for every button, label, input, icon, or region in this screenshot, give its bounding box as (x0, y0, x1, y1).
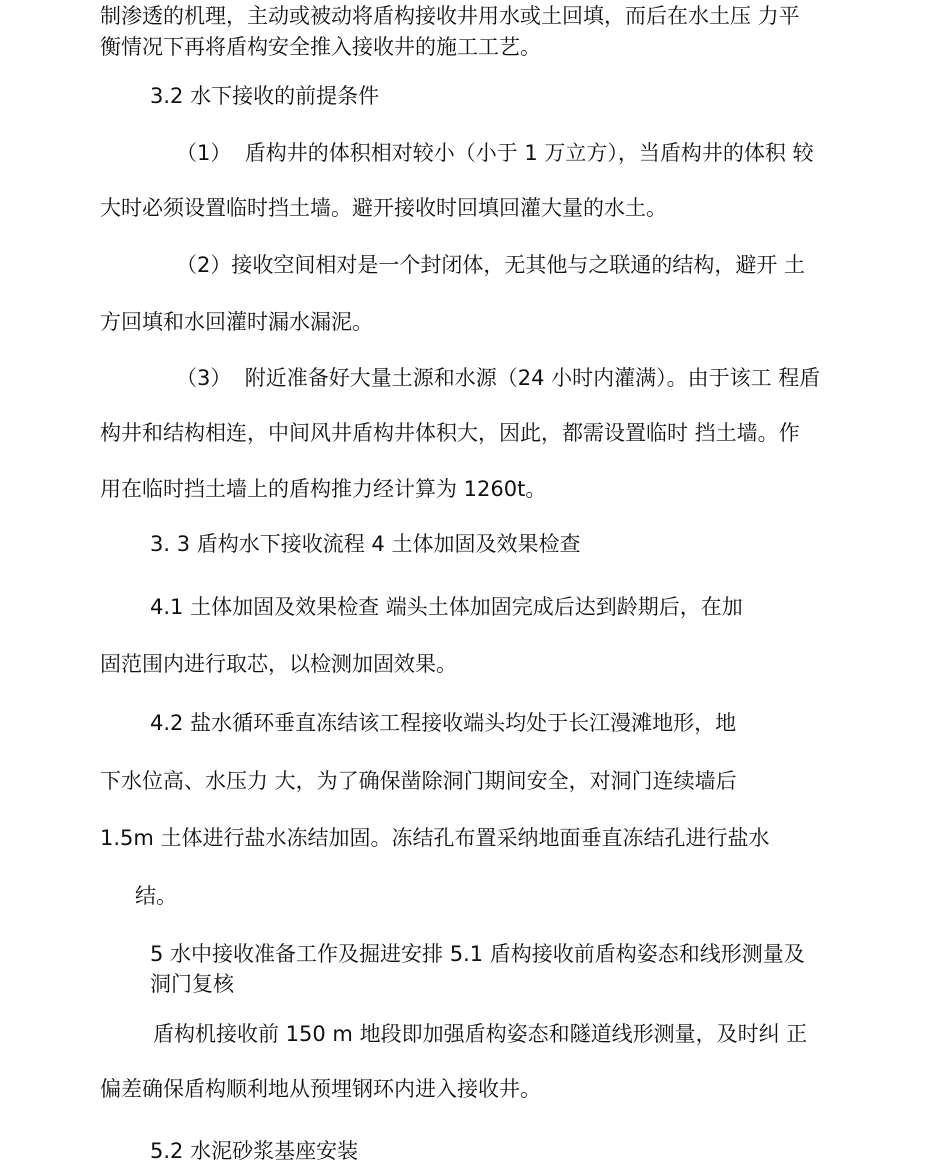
text-line: （2）接收空间相对是一个封闭体，无其他与之联通的结构，避开 土 (176, 253, 806, 277)
text-line: 结。 (135, 884, 177, 908)
section-heading: 3.2 水下接收的前提条件 (150, 84, 380, 108)
text-line: 固范围内进行取芯，以检测加固效果。 (100, 652, 457, 676)
text-line: （3） 附近准备好大量土源和水源（24 小时内灌满）。由于该工 程盾 (176, 366, 821, 390)
text-line: 用在临时挡土墙上的盾构推力经计算为 1260t。 (100, 477, 547, 501)
section-heading: 3. 3 盾构水下接收流程 4 土体加固及效果检查 (150, 532, 581, 556)
text-line: 盾构机接收前 150 m 地段即加强盾构姿态和隧道线形测量，及时纠 正 (153, 1022, 808, 1046)
text-line: 制渗透的机理，主动或被动将盾构接收井用水或土回填，而后在水土压 力平 (100, 4, 800, 28)
text-line: 4.2 盐水循环垂直冻结该工程接收端头均处于长江漫滩地形，地 (150, 711, 737, 735)
text-line: 方回填和水回灌时漏水漏泥。 (100, 310, 373, 334)
text-line: 下水位高、水压力 大，为了确保凿除洞门期间安全，对洞门连续墙后 (100, 769, 737, 793)
text-line: 偏差确保盾构顺利地从预埋钢环内进入接收井。 (100, 1077, 541, 1101)
section-heading: 5.2 水泥砂浆基座安装 (150, 1139, 359, 1163)
text-line: 构井和结构相连，中间风井盾构井体积大，因此，都需设置临时 挡土墙。作 (100, 421, 800, 445)
section-heading: 洞门复核 (150, 972, 234, 996)
text-line: 1.5m 土体进行盐水冻结加固。冻结孔布置采纳地面垂直冻结孔进行盐水 (100, 826, 770, 850)
section-heading: 5 水中接收准备工作及掘进安排 5.1 盾构接收前盾构姿态和线形测量及 (150, 942, 805, 966)
text-line: （1） 盾构井的体积相对较小（小于 1 万立方），当盾构井的体积 较 (176, 141, 814, 165)
text-line: 衡情况下再将盾构安全推入接收井的施工工艺。 (100, 35, 541, 59)
text-line: 大时必须设置临时挡土墙。避开接收时回填回灌大量的水土。 (100, 196, 667, 220)
text-line: 4.1 土体加固及效果检查 端头土体加固完成后达到龄期后，在加 (150, 595, 743, 619)
